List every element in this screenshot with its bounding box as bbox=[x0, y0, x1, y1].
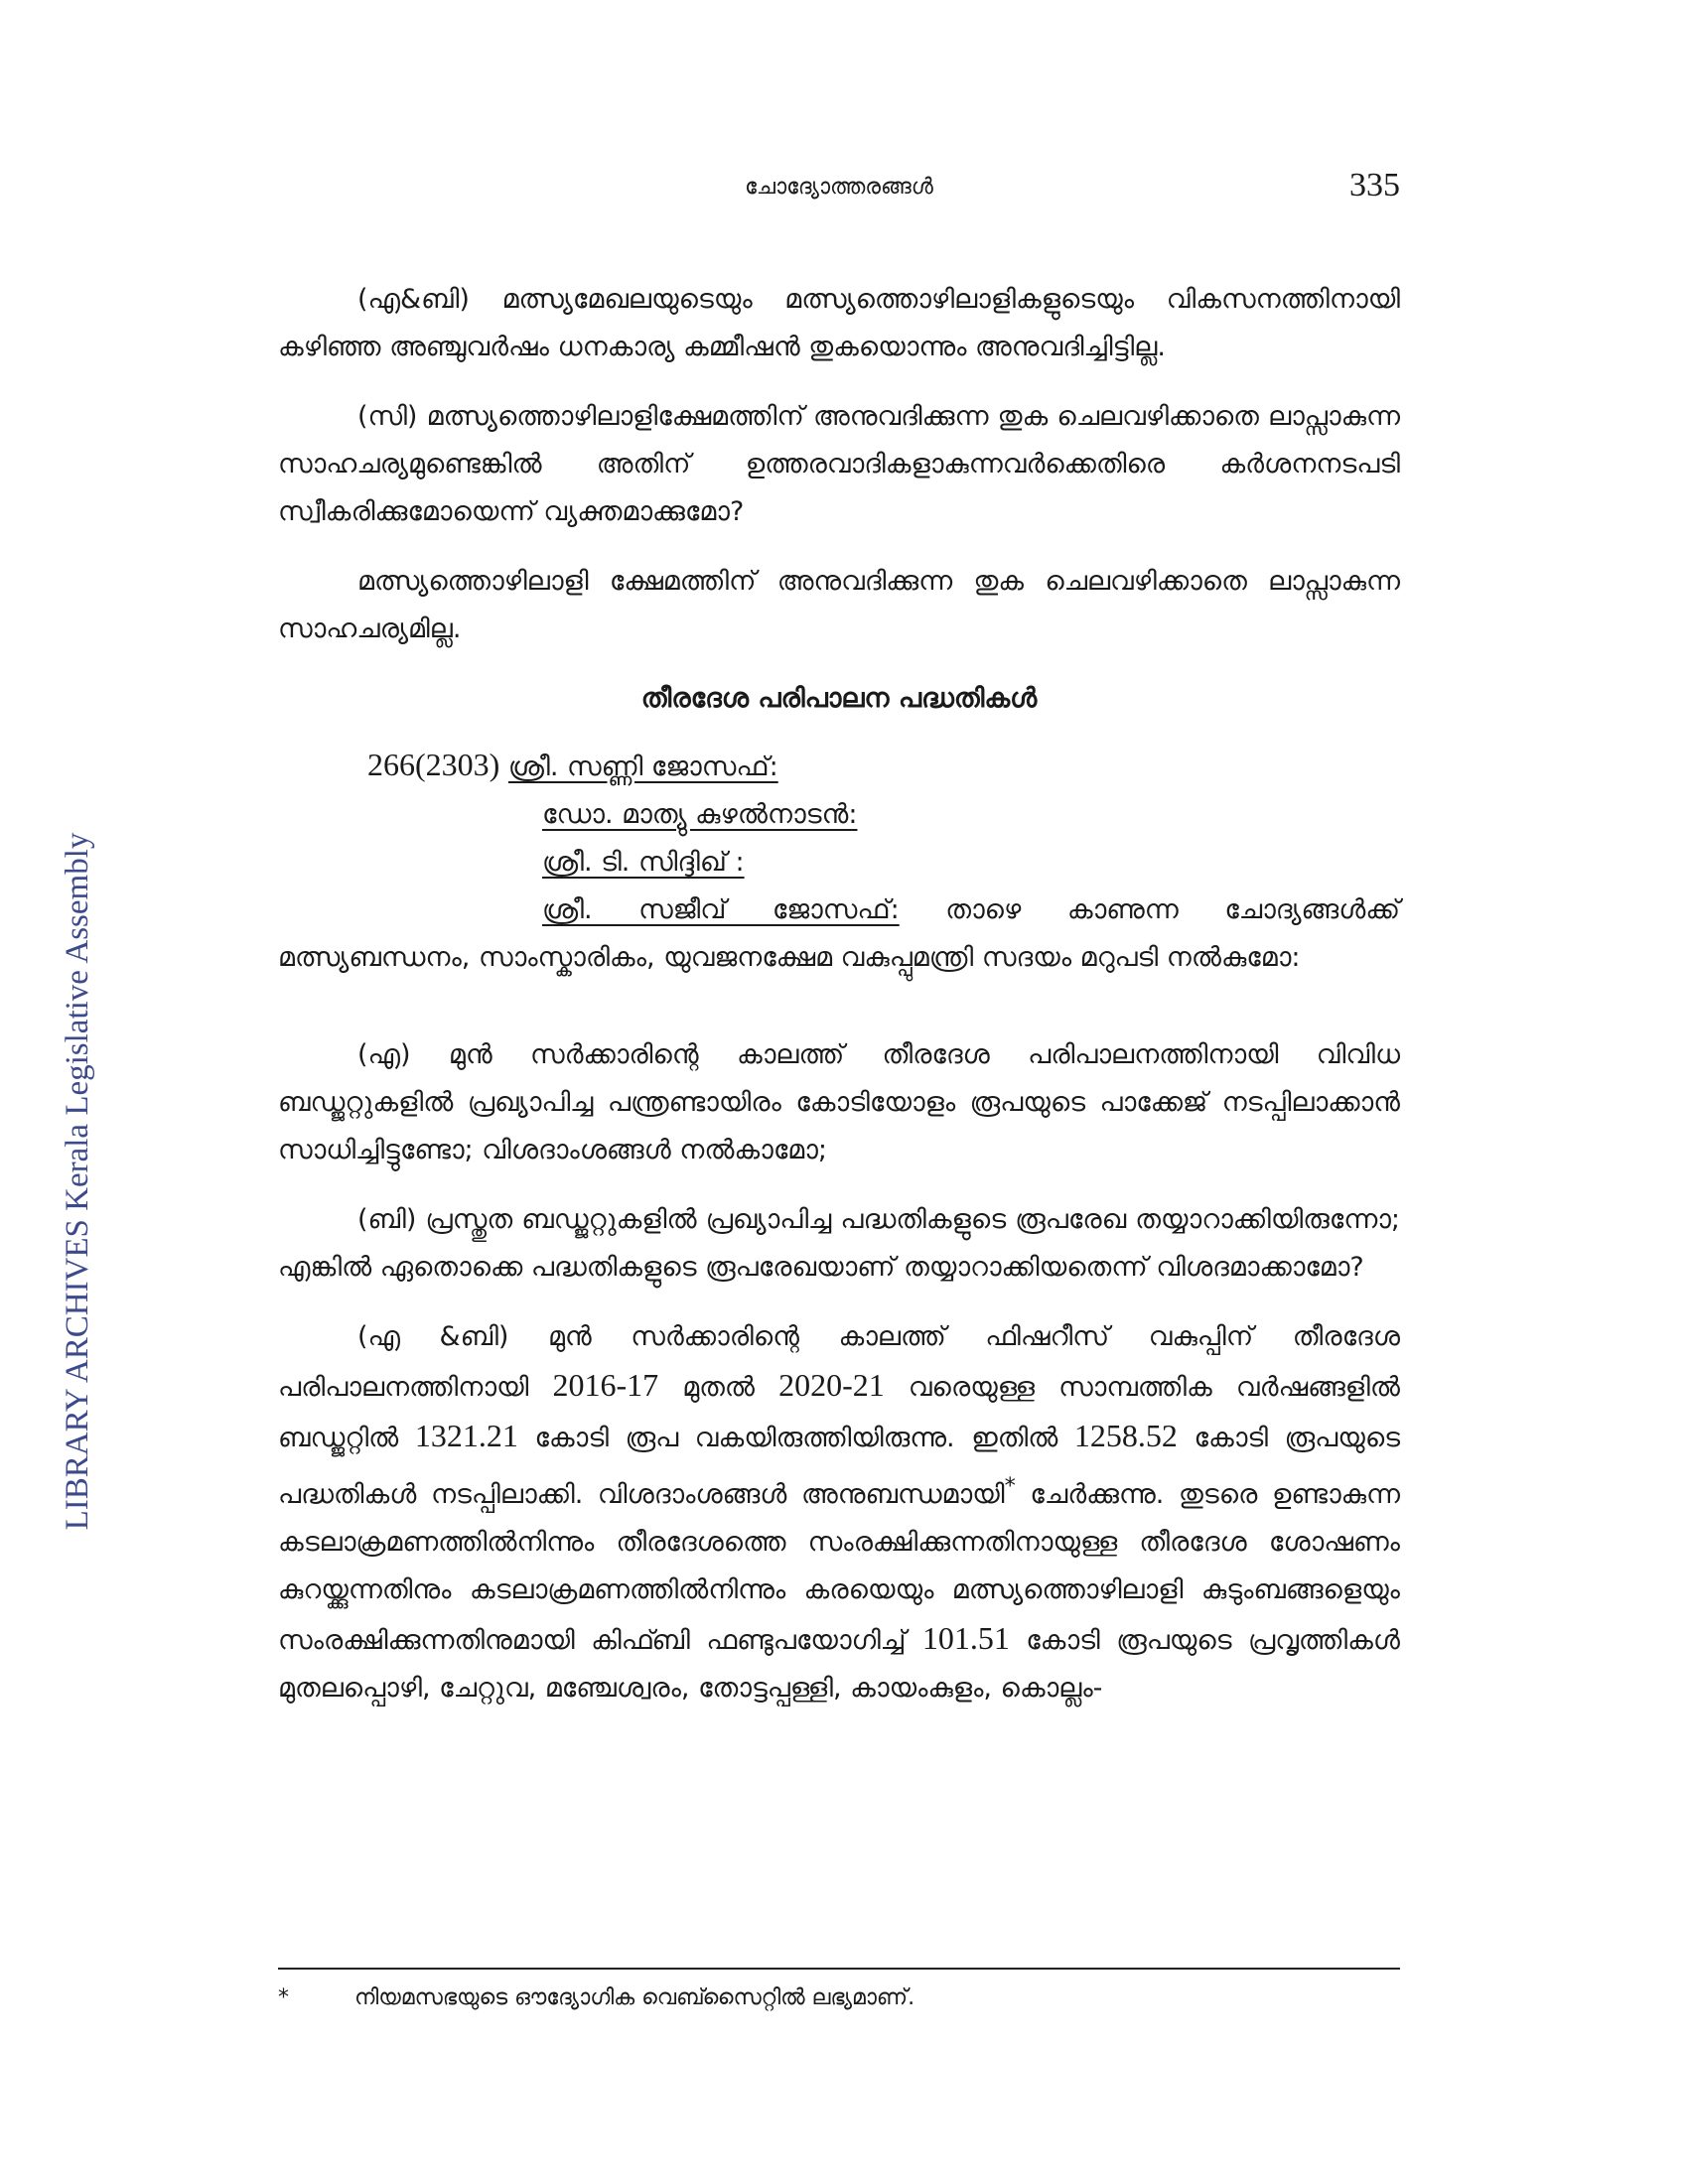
answer-number: 1258.52 bbox=[1073, 1418, 1178, 1453]
member-name: ശ്രീ. ടി. സിദ്ദിഖ് : bbox=[542, 847, 745, 878]
answer-paragraph bbox=[278, 1313, 1400, 1712]
answer-number: 1321.21 bbox=[414, 1418, 518, 1453]
answer-text: വരെയുള്ള സാമ്പത്തിക വർഷങ്ങളിൽ ബഡ്ജറ്റിൽ bbox=[278, 1372, 1400, 1453]
page-number: 335 bbox=[1349, 167, 1400, 204]
answer-number: 2016-17 bbox=[552, 1367, 659, 1403]
footnote-divider bbox=[278, 1968, 1400, 1970]
question-members-block bbox=[367, 741, 1400, 887]
question-a-paragraph: (എ) മുൻ സർക്കാരിന്റെ കാലത്ത് തീരദേശ പരിപാലനത്തിനായി വിവിധ ബഡ്ജറ്റുകളിൽ പ്രഖ്യാപിച്ച പന്ത്രണ്ടായിരം കോടിയോളം രൂപയുടെ പാക്കേജ് നടപ്പിലാക്കാൻ സാധിച്ചിട്ടുണ്ടോ; വിശദാംശങ്ങൾ നൽകാമോ; bbox=[278, 1039, 1400, 1165]
answer-text: ചേർക്കുന്നു. തുടരെ ഉണ്ടാകുന്ന കടലാക്രമണത്തിൽനിന്നും തീരദേശത്തെ സംരക്ഷിക്കുന്നതിനായുള്ള തീരദേശ ശോഷണം കുറയ്ക്കുന്നതിനും കടലാക്രമണത്തിൽനിന്നും കരയെയും മത്സ്യത്തൊഴിലാളി കുടുംബങ്ങളെയും സംരക്ഷിക്കുന്നതിനുമായി കിഫ്ബി ഫണ്ടുപയോഗിച്ച് bbox=[278, 1479, 1401, 1656]
question-request bbox=[278, 887, 1400, 982]
answer-number: 2020-21 bbox=[778, 1367, 885, 1403]
member-name: ഡോ. മാത്യു കുഴൽനാടൻ: bbox=[542, 799, 858, 830]
footnote bbox=[278, 1985, 1400, 2010]
answer-text: കോടി രൂപയുടെ പദ്ധതികൾ നടപ്പിലാക്കി. വിശദാംശങ്ങൾ അനുബന്ധമായി bbox=[278, 1423, 1401, 1510]
running-header bbox=[278, 167, 1400, 216]
answer-ab-paragraph: (എ&ബി) മത്സ്യമേഖലയുടെയും മത്സ്യത്തൊഴിലാളികളുടെയും വികസനത്തിനായി കഴിഞ്ഞ അഞ്ചുവർഷം ധനകാര്യ കമ്മീഷൻ തുകയൊന്നും അനുവദിച്ചിട്ടില്ല. bbox=[278, 284, 1400, 362]
page-body bbox=[278, 276, 1400, 1734]
running-title: ചോദ്യോത്തരങ്ങൾ bbox=[745, 175, 933, 200]
answer-text: കോടി രൂപയുടെ പ്രവൃത്തികൾ മുതലപ്പൊഴി, ചേറ്റുവ, മഞ്ചേശ്വരം, തോട്ടപ്പള്ളി, കായംകുളം, കൊല്ലം- bbox=[278, 1625, 1400, 1704]
footnote-mark: * bbox=[278, 1985, 289, 2010]
answer-number: 101.51 bbox=[921, 1620, 1010, 1656]
answer-text: കോടി രൂപ വകയിരുത്തിയിരുന്നു. ഇതിൽ bbox=[517, 1423, 1074, 1453]
member-name: ശ്രീ. സണ്ണി ജോസഫ്: bbox=[507, 751, 778, 782]
answer-text: (എ &ബി) മുൻ സർക്കാരിന്റെ കാലത്ത് ഫിഷറീസ് വകുപ്പിന് തീരദേശ പരിപാലനത്തിനായി bbox=[278, 1321, 1400, 1403]
answer-c-paragraph: മത്സ്യത്തൊഴിലാളി ക്ഷേമത്തിന് അനുവദിക്കുന്ന തുക ചെലവഴിക്കാതെ ലാപ്സാകുന്ന സാഹചര്യമില്ല. bbox=[278, 566, 1400, 644]
member-line-2 bbox=[367, 791, 1400, 839]
section-heading: തീരദേശ പരിപാലന പദ്ധതികൾ bbox=[640, 683, 1038, 714]
member-line-3 bbox=[367, 839, 1400, 887]
member-name: ശ്രീ. സജീവ് ജോസഫ്: bbox=[542, 894, 900, 925]
archive-side-stamp: LIBRARY ARCHIVES Kerala Legislative Assembly bbox=[60, 832, 95, 1531]
question-b-paragraph: (ബി) പ്രസ്തുത ബഡ്ജറ്റുകളിൽ പ്രഖ്യാപിച്ച പദ്ധതികളുടെ രൂപരേഖ തയ്യാറാക്കിയിരുന്നോ; എങ്കിൽ ഏതൊക്കെ പദ്ധതികളുടെ രൂപരേഖയാണ് തയ്യാറാക്കിയതെന്ന് വിശദമാക്കാമോ? bbox=[278, 1204, 1400, 1283]
footnote-text: നിയമസഭയുടെ ഔദ്യോഗിക വെബ്സൈറ്റിൽ ലഭ്യമാണ്. bbox=[354, 1985, 915, 2010]
question-request-text: താഴെ കാണുന്ന ചോദ്യങ്ങൾക്ക് മത്സ്യബന്ധനം, സാംസ്കാരികം, യുവജനക്ഷേമ വകുപ്പുമന്ത്രി സദയം മറുപടി നൽകുമോ: bbox=[278, 894, 1400, 973]
question-number: 266(2303) bbox=[367, 747, 500, 782]
question-c-paragraph: (സി) മത്സ്യത്തൊഴിലാളിക്ഷേമത്തിന് അനുവദിക്കുന്ന തുക ചെലവഴിക്കാതെ ലാപ്സാകുന്ന സാഹചര്യമുണ്ടെങ്കിൽ അതിന് ഉത്തരവാദികളാകുന്നവർക്കെതിരെ കർശനനടപടി സ്വീകരിക്കുമോയെന്ന് വ്യക്തമാക്കുമോ? bbox=[278, 401, 1400, 527]
answer-text: മുതൽ bbox=[658, 1372, 779, 1403]
member-line-1 bbox=[367, 741, 1400, 791]
footnote-reference: * bbox=[1004, 1473, 1016, 1499]
